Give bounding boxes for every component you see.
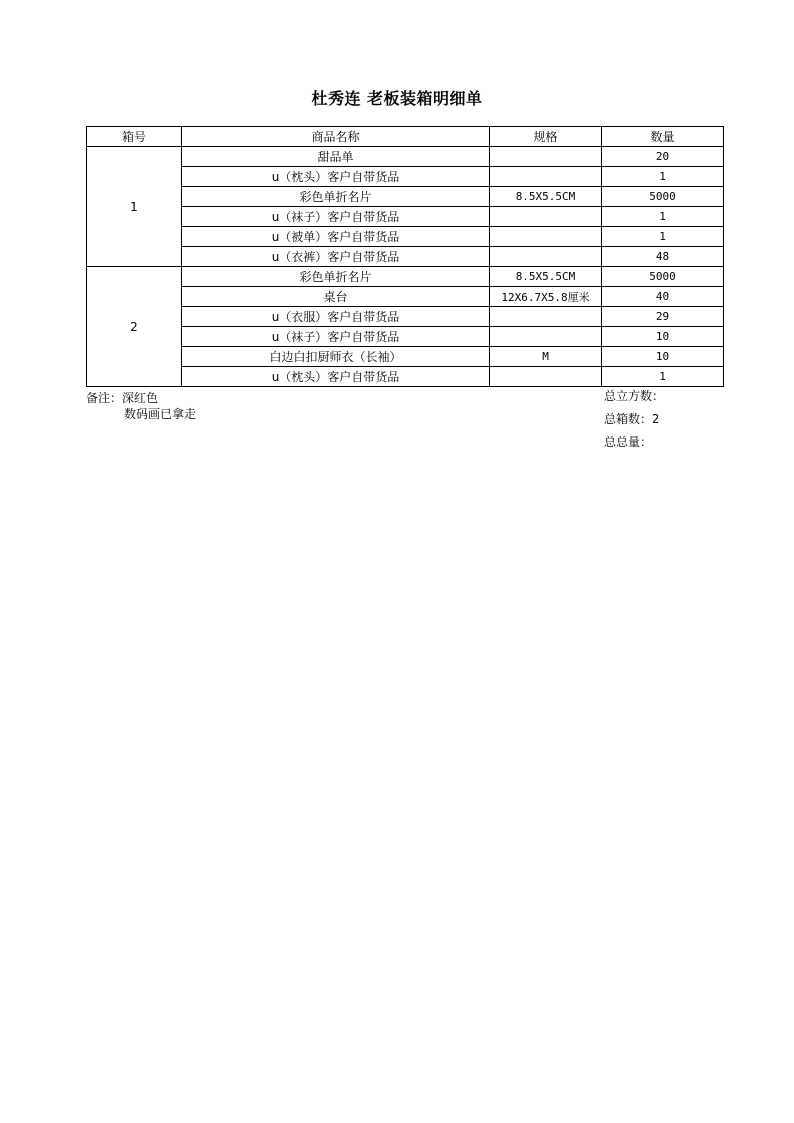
remarks-text-1: 深红色 [122,391,159,405]
header-box-number: 箱号 [87,127,182,147]
table-row [87,167,724,187]
total-boxes [604,411,664,434]
spec-cell [490,147,602,167]
spec-cell [490,167,602,187]
spec-cell [490,367,602,387]
spec-cell: M [490,347,602,367]
spec-cell [490,307,602,327]
remarks-text-2: 数码画已拿走 [124,407,197,421]
quantity-cell: 29 [602,307,724,327]
product-name-cell: u（袜子）客户自带货品 [182,207,490,227]
total-boxes-value: 2 [652,412,660,426]
product-name-cell: 甜品单 [182,147,490,167]
table-row [87,227,724,247]
product-name-cell: 白边白扣厨师衣（长袖） [182,347,490,367]
product-name-cell: 彩色单折名片 [182,187,490,207]
box-number-cell: 1 [87,147,182,267]
packing-list-table [86,126,724,387]
totals-block [604,388,664,457]
spec-cell [490,207,602,227]
box-number-cell: 2 [87,267,182,387]
quantity-cell: 1 [602,207,724,227]
product-name-cell: 彩色单折名片 [182,267,490,287]
remarks-block [86,390,196,422]
quantity-cell: 1 [602,167,724,187]
total-volume-label: 总立方数： [604,389,665,403]
quantity-cell: 1 [602,367,724,387]
spec-cell [490,247,602,267]
header-product-name: 商品名称 [182,127,490,147]
table-row [87,327,724,347]
table-row [87,207,724,227]
table-row [87,307,724,327]
total-weight-label: 总总量： [604,435,653,449]
product-name-cell: u（枕头）客户自带货品 [182,167,490,187]
table-row [87,187,724,207]
product-name-cell: u（枕头）客户自带货品 [182,367,490,387]
product-name-cell: u（袜子）客户自带货品 [182,327,490,347]
total-boxes-label: 总箱数： [604,412,653,426]
quantity-cell: 5000 [602,187,724,207]
quantity-cell: 1 [602,227,724,247]
table-row [87,147,724,167]
spec-cell [490,227,602,247]
table-row [87,347,724,367]
spec-cell [490,327,602,347]
quantity-cell: 40 [602,287,724,307]
spec-cell: 8.5X5.5CM [490,267,602,287]
table-row [87,267,724,287]
quantity-cell: 20 [602,147,724,167]
header-specification: 规格 [490,127,602,147]
product-name-cell: u（衣裤）客户自带货品 [182,247,490,267]
total-volume [604,388,664,411]
table-row [87,367,724,387]
table-row [87,287,724,307]
remarks-label: 备注： [86,391,123,405]
remarks-line-1 [86,390,196,406]
header-row [87,127,724,147]
product-name-cell: u（被单）客户自带货品 [182,227,490,247]
quantity-cell: 10 [602,327,724,347]
quantity-cell: 48 [602,247,724,267]
product-name-cell: u（衣服）客户自带货品 [182,307,490,327]
spec-cell: 12X6.7X5.8厘米 [490,287,602,307]
total-weight [604,434,664,457]
product-name-cell: 桌台 [182,287,490,307]
header-quantity: 数量 [602,127,724,147]
table-row [87,247,724,267]
document-title: 杜秀连 老板装箱明细单 [311,89,483,108]
quantity-cell: 5000 [602,267,724,287]
spec-cell: 8.5X5.5CM [490,187,602,207]
quantity-cell: 10 [602,347,724,367]
